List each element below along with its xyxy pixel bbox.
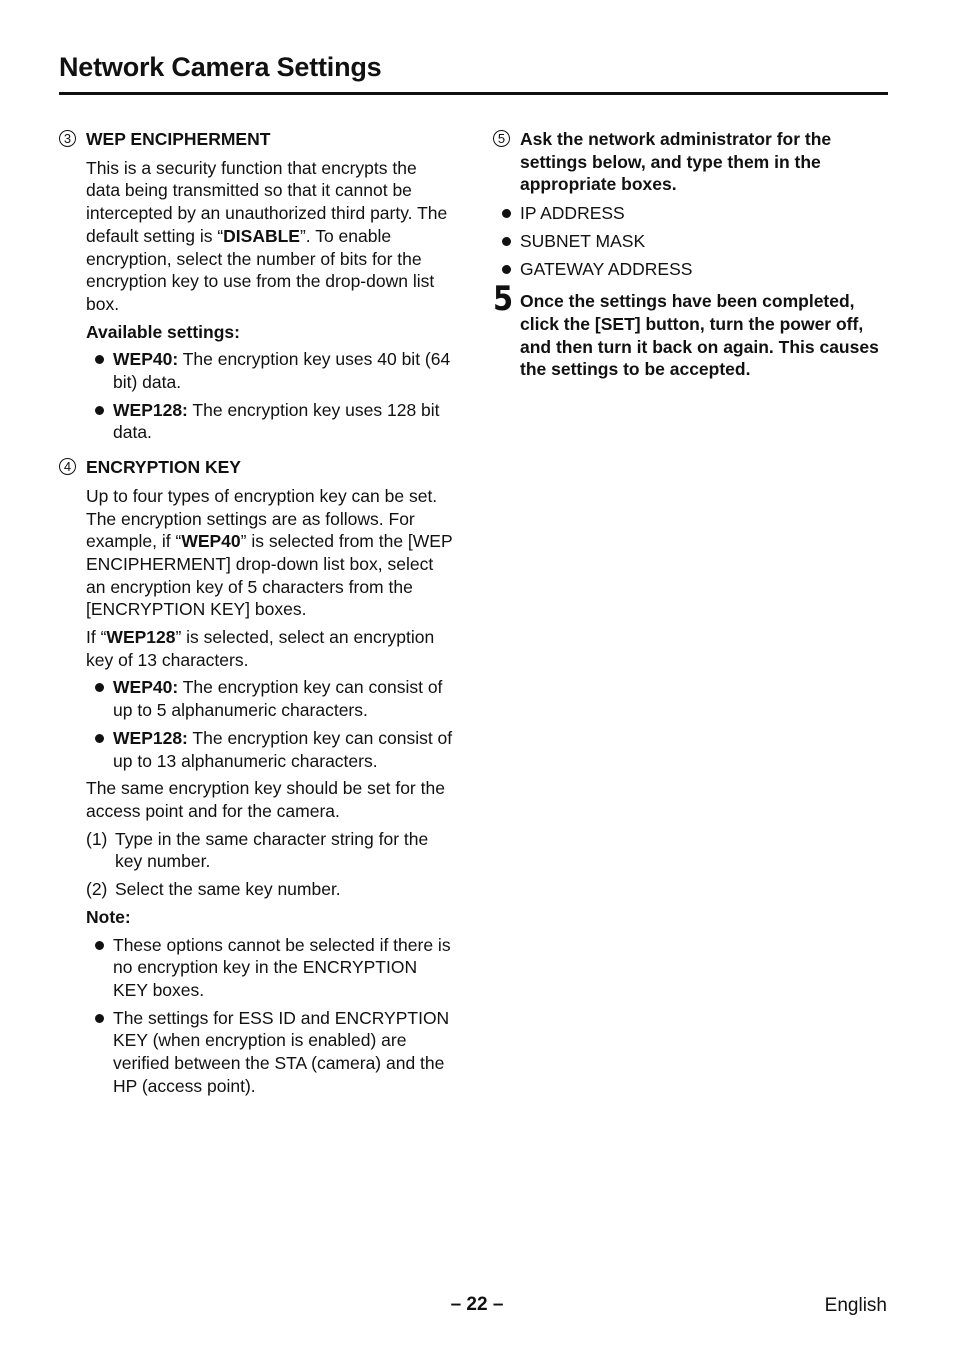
text-run: Up to four types of encryption key can be set. The encryption settings are as follows. For example, if “: [86, 485, 438, 552]
text-run: ” is selected from the [WEP ENCIPHERMENT] drop-down list box, select an encryption key of 5 characters from the [ENCRYPTION KEY] boxes.: [86, 531, 453, 620]
header-divider: [59, 92, 888, 95]
step-text: Select the same key number.: [115, 879, 341, 900]
list-item: [86, 676, 454, 721]
text-run: ”. To enable encryption, select the number of bits for the encryption key to use from the drop-down list box.: [86, 225, 435, 314]
text-run: If “: [86, 627, 107, 648]
section-heading-wep: [59, 128, 454, 151]
text-run-bold: WEP40: [181, 531, 241, 552]
page-title: Network Camera Settings: [59, 52, 382, 82]
step-number: (1): [86, 828, 108, 849]
term: WEP40:: [113, 677, 179, 698]
text-run-bold: DISABLE: [223, 225, 300, 246]
right-column: [493, 128, 888, 381]
wep-description: [86, 157, 454, 316]
list-item: [86, 727, 454, 772]
section-heading-label: Ask the network administrator for the settings below, and type them in the appropriate boxes.: [520, 129, 832, 195]
term-description: The encryption key can consist of up to 13 alphanumeric characters.: [113, 727, 453, 771]
step-number: 5: [493, 279, 514, 320]
term: WEP128:: [113, 399, 188, 420]
step-item: [86, 828, 454, 873]
circled-number-icon: 5: [493, 130, 510, 147]
step-text: Once the settings have been completed, click the [SET] button, turn the power off, and then turn it back on again. This causes the settings to be accepted.: [520, 291, 879, 380]
circled-number-icon: 3: [59, 130, 76, 147]
step-text: Type in the same character string for the key number.: [115, 828, 429, 872]
encryption-key-description: [86, 485, 454, 621]
section-heading-label: WEP ENCIPHERMENT: [86, 129, 271, 149]
available-settings-label: Available settings:: [86, 321, 240, 342]
page-number: – 22 –: [450, 1294, 504, 1315]
list-item: IP ADDRESS: [493, 202, 888, 225]
text-run-bold: WEP128: [106, 627, 176, 648]
section-heading-encryption-key: [59, 456, 454, 479]
text-run: ” is selected, select an encryption key of 13 characters.: [86, 627, 435, 670]
term: WEP128:: [113, 727, 188, 748]
note-item: These options cannot be selected if there is no encryption key in the ENCRYPTION KEY boxes.: [86, 934, 454, 1002]
language-label: English: [824, 1295, 887, 1316]
circled-number-icon: 4: [59, 458, 76, 475]
left-column: [59, 128, 454, 1102]
list-item: SUBNET MASK: [493, 230, 888, 253]
note-label: Note:: [86, 906, 131, 927]
note-item: The settings for ESS ID and ENCRYPTION KEY (when encryption is enabled) are verified between the STA (camera) and the HP (access point).: [86, 1007, 454, 1098]
step-item: [86, 878, 454, 901]
term-description: The encryption key uses 128 bit data.: [113, 399, 440, 443]
same-key-note: The same encryption key should be set for the access point and for the camera.: [86, 778, 445, 821]
term-description: The encryption key can consist of up to 5 alphanumeric characters.: [113, 677, 443, 721]
section-heading-label: ENCRYPTION KEY: [86, 457, 241, 478]
list-item: [86, 348, 454, 393]
term-description: The encryption key uses 40 bit (64 bit) data.: [113, 349, 451, 393]
wep128-description: [86, 626, 454, 671]
list-item: GATEWAY ADDRESS: [493, 258, 888, 281]
text-run: This is a security function that encrypts the data being transmitted so that it cannot be intercepted by an unauthorized third party. The default setting is “: [86, 157, 448, 246]
step-number: (2): [86, 879, 108, 900]
section-heading-network-admin: [493, 128, 888, 196]
step-five: [493, 279, 888, 381]
list-item: [86, 399, 454, 444]
term: WEP40:: [113, 349, 179, 370]
